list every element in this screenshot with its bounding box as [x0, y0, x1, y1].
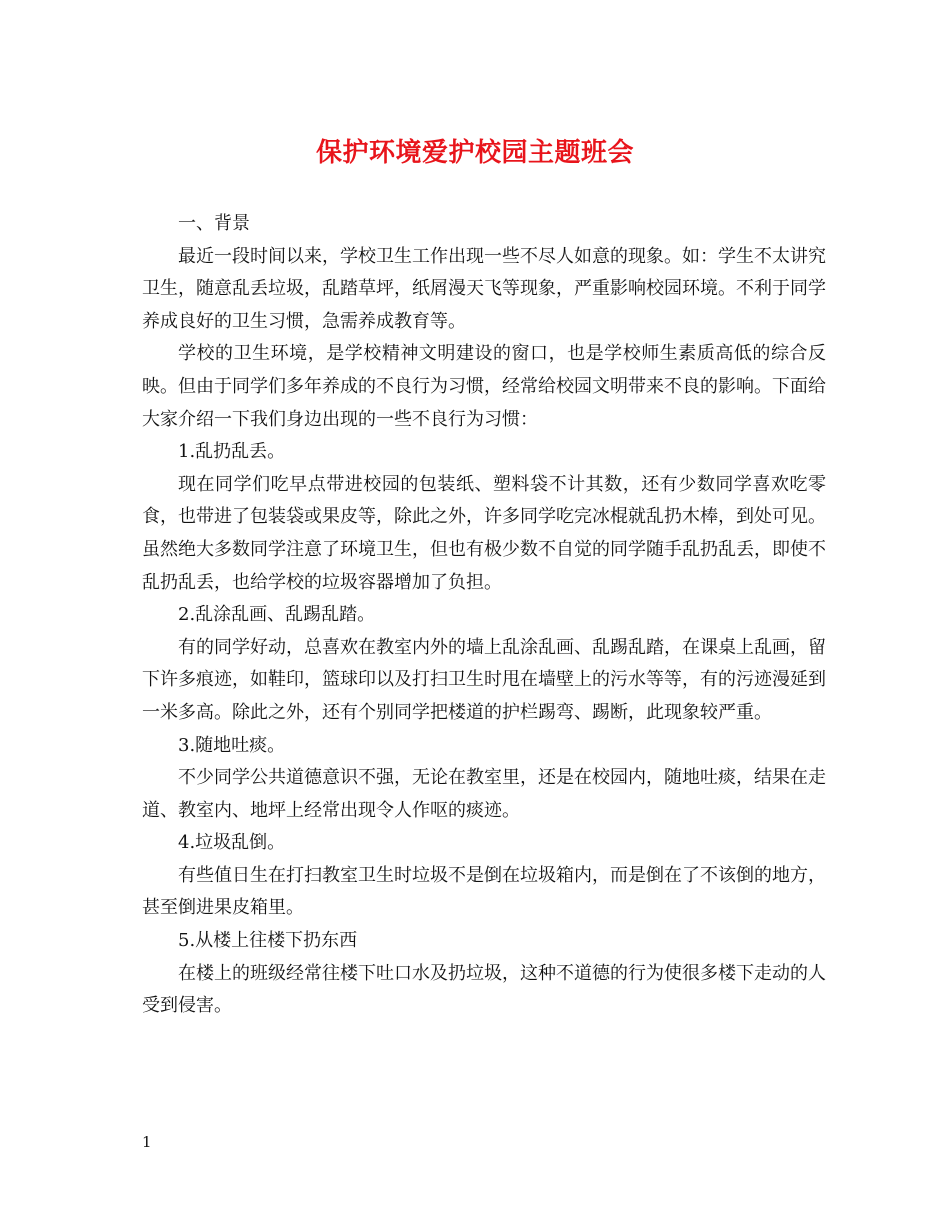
list-heading: 4.垃圾乱倒。 [178, 832, 286, 854]
document-title: 保护环境爱护校园主题班会 [315, 138, 634, 168]
paragraph: 有些值日生在打扫教室卫生时垃圾不是倒在垃圾箱内，而是倒在了不该倒的地方，甚至倒进果皮箱里。 [142, 864, 826, 919]
list-heading: 5.从楼上往楼下扔东西 [178, 930, 358, 952]
paragraph: 不少同学公共道德意识不强，无论在教室里，还是在校园内，随地吐痰，结果在走道、教室内、地坪上经常出现令人作呕的痰迹。 [142, 767, 826, 821]
list-heading: 2.乱涂乱画、乱踢乱踏。 [178, 604, 376, 626]
paragraph: 学校的卫生环境，是学校精神文明建设的窗口，也是学校师生素质高低的综合反映。但由于同学们多年养成的不良行为习惯，经常给校园文明带来不良的影响。下面给大家介绍一下我们身边出现的一些不良行为习惯： [142, 343, 826, 430]
list-heading: 3.随地吐痰。 [178, 734, 286, 756]
list-heading: 1.乱扔乱丢。 [178, 441, 286, 463]
section-heading-background: 一、背景 [178, 213, 250, 234]
paragraph: 有的同学好动，总喜欢在教室内外的墙上乱涂乱画、乱踢乱踏，在课桌上乱画，留下许多痕迹，如鞋印，篮球印以及打扫卫生时甩在墙壁上的污水等等，有的污迹漫延到一米多高。除此之外，还有个别同学把楼道的护栏踢弯、踢断，此现象较严重。 [142, 636, 826, 723]
page-number: 1 [142, 1133, 152, 1151]
document-body [142, 208, 826, 1023]
paragraph: 现在同学们吃早点带进校园的包装纸、塑料袋不计其数，还有少数同学喜欢吃零食，也带进了包装袋或果皮等，除此之外，许多同学吃完冰棍就乱扔木棒，到处可见。虽然绝大多数同学注意了环境卫生，但也有极少数不自觉的同学随手乱扔乱丢，即使不乱扔乱丢，也给学校的垃圾容器增加了负担。 [142, 473, 826, 593]
paragraph: 在楼上的班级经常往楼下吐口水及扔垃圾，这种不道德的行为使很多楼下走动的人受到侵害。 [142, 962, 826, 1017]
paragraph: 最近一段时间以来，学校卫生工作出现一些不尽人如意的现象。如：学生不太讲究卫生，随意乱丢垃圾，乱踏草坪，纸屑漫天飞等现象，严重影响校园环境。不利于同学养成良好的卫生习惯，急需养成教育等。 [142, 245, 826, 332]
